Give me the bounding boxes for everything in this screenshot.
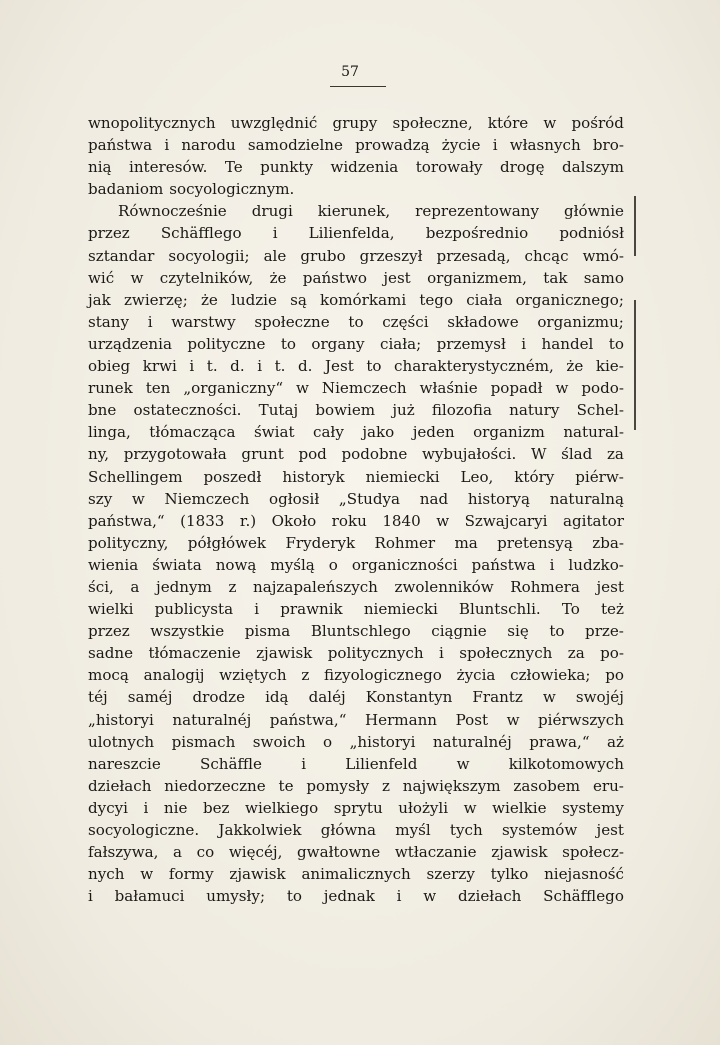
text-line: téj saméj drodze idą daléj Konstantyn Frantz w swojéj — [88, 688, 624, 707]
text-line: Równocześnie drugi kierunek, reprezentowany głównie — [118, 202, 624, 221]
text-line: badaniom socyologicznym. — [88, 180, 295, 199]
page-number: 57 — [341, 64, 359, 80]
text-line: fałszywa, a co więcéj, gwałtowne wtłaczanie zjawisk społecz- — [88, 843, 624, 862]
text-line: „historyi naturalnéj państwa,“ Hermann Post w piérwszych — [88, 710, 624, 729]
margin-mark — [634, 300, 636, 430]
text-line: runek ten „organiczny“ w Niemczech właśnie popadł w podo- — [88, 379, 624, 398]
text-line: i bałamuci umysły; to jednak i w dziełach Schäfflego — [88, 887, 624, 906]
text-line: Schellingem poszedł historyk niemiecki Leo, który piérw- — [88, 467, 624, 486]
text-line: nych w formy zjawisk animalicznych szerzy tylko niejasność — [88, 865, 624, 884]
text-line: polityczny, półgłówek Fryderyk Rohmer ma pretensyą zba- — [88, 533, 624, 552]
text-line: dziełach niedorzeczne te pomysły z największym zasobem eru- — [88, 776, 624, 795]
text-line: szy w Niemczech ogłosił „Studya nad historyą naturalną — [88, 489, 624, 508]
text-line: stany i warstwy społeczne to części składowe organizmu; — [88, 312, 624, 331]
text-line: wielki publicysta i prawnik niemiecki Bluntschli. To też — [88, 600, 624, 619]
text-line: ny, przygotowała grunt pod podobne wybujałości. W ślad za — [88, 445, 624, 464]
text-line: nią interesów. Te punkty widzenia torowały drogę dalszym — [88, 158, 624, 177]
text-line: dycyi i nie bez wielkiego sprytu ułożyli w wielkie systemy — [88, 798, 624, 817]
margin-mark — [634, 196, 636, 256]
text-line: wnopolitycznych uwzględnić grupy społeczne, które w pośród — [88, 114, 624, 132]
text-line: ści, a jednym z najzapaleńszych zwolenników Rohmera jest — [88, 577, 624, 596]
text-line: wić w czytelników, że państwo jest organizmem, tak samo — [88, 268, 624, 287]
text-line: państwa i narodu samodzielne prowadzą życie i własnych bro- — [88, 136, 624, 155]
text-line: przez Schäfflego i Lilienfelda, bezpośrednio podniósł — [88, 224, 624, 243]
text-line: przez wszystkie pisma Bluntschlego ciągnie się to prze- — [88, 622, 624, 641]
body-text — [88, 112, 624, 907]
text-line: urządzenia polityczne to organy ciała; przemysł i handel to — [88, 334, 624, 353]
page-number-rule — [330, 86, 386, 87]
text-line: ulotnych pismach swoich o „historyi naturalnéj prawa,“ aż — [88, 732, 624, 751]
text-line: socyologiczne. Jakkolwiek główna myśl tych systemów jest — [88, 821, 624, 839]
text-line: linga, tłómacząca świat cały jako jeden organizm natural- — [88, 423, 624, 442]
text-line: wienia świata nową myślą o organiczności państwa i ludzko- — [88, 555, 624, 574]
text-line: państwa,“ (1833 r.) Około roku 1840 w Szwajcaryi agitator — [88, 511, 624, 530]
text-line: mocą analogij wziętych z fizyologicznego życia człowieka; po — [88, 666, 624, 685]
text-line: obieg krwi i t. d. i t. d. Jest to charakterystyczném, że kie- — [88, 357, 624, 376]
text-line: sztandar socyologii; ale grubo grzeszył przesadą, chcąc wmó- — [88, 246, 624, 265]
text-line: sadne tłómaczenie zjawisk politycznych i społecznych za po- — [88, 644, 624, 663]
text-line: jak zwierzę; że ludzie są komórkami tego ciała organicznego; — [88, 290, 624, 309]
text-line: bne ostateczności. Tutaj bowiem już filozofia natury Schel- — [88, 401, 624, 420]
text-line: nareszcie Schäffle i Lilienfeld w kilkotomowych — [88, 754, 624, 773]
